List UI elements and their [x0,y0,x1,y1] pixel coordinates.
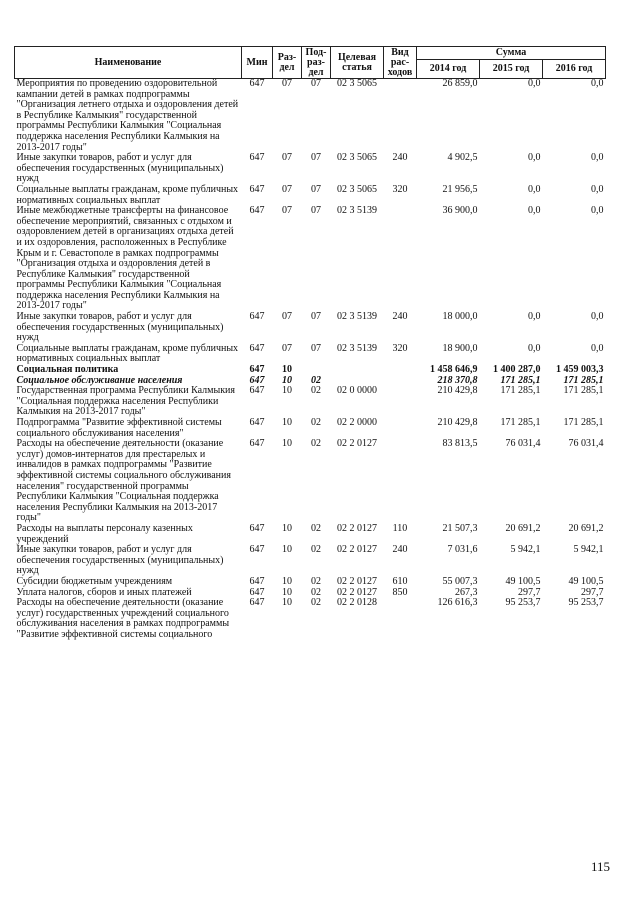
cell-rz: 10 [282,597,292,609]
cell-y2015: 0,0 [528,78,541,89]
cell-y2015: 0,0 [528,205,541,217]
cell-name: Расходы на обеспечение деятельности (оказание услуг) домов-интернатов для престарелых и инвалидов в рамках подпрограммы "Развитие эффективной системы социального обслуживания населения" государственной программы Республики Калмыкия "Социальная поддержка населения Республики Калмыкия на 2013-2017 годы" [16,438,231,524]
header-2014: 2014 год [417,60,480,79]
cell-y2014: 21 956,5 [442,183,478,195]
table-row [15,439,606,524]
cell-min: 647 [249,152,265,164]
cell-y2016: 0,0 [591,342,604,354]
page-number: 115 [591,859,611,874]
cell-vr [384,386,417,418]
cell-y2016: 49 100,5 [568,575,604,587]
cell-y2014: 1 458 646,9 [430,364,478,376]
cell-min: 647 [249,385,265,397]
cell-y2016: 20 691,2 [568,522,604,534]
cell-pr: 02 [311,597,321,609]
cell-cs: 02 3 5065 [337,78,377,89]
cell-name: Социальная политика [16,364,119,376]
cell-name: Государственная программа Республики Калмыкия "Социальная поддержка населения Республики Калмыкия на 2013-2017 годы" [16,385,236,418]
cell-y2015: 0,0 [528,183,541,195]
cell-pr: 02 [311,544,321,556]
cell-y2015: 171 285,1 [500,374,541,386]
header-razdel: Раз- дел [273,47,302,79]
cell-y2014: 55 007,3 [442,575,478,587]
table-row [15,344,606,365]
cell-y2014: 210 429,8 [437,385,478,397]
cell-y2015: 95 253,7 [505,597,541,609]
cell-y2015: 1 400 287,0 [493,364,541,376]
cell-min: 647 [249,417,265,428]
cell-name: Иные межбюджетные трансферты на финансовое обеспечение мероприятий, связанных с отдыхом и оздоровлением детей в организациях отдыха детей и их оздоровления, расположенных в Республике Крым и г. Севастополе в рамках подпрограммы "Организация отдыха и оздоровления детей в Республике Калмыкия" государственной программы Республики Калмыкия "Социальная поддержка населения Республики Калмыкия на 2013-2017 годы" [16,205,234,312]
cell-y2016: 76 031,4 [568,438,604,450]
cell-min: 647 [249,522,265,534]
budget-table [14,46,606,640]
cell-y2015: 0,0 [528,311,541,323]
header-podrazdel: Под- раз- дел [302,47,331,79]
header-vid: Вид рас- ходов [384,47,417,79]
cell-vr: 240 [392,544,408,556]
cell-cs: 02 3 5065 [337,152,377,164]
cell-min: 647 [249,575,265,587]
cell-cs: 02 2 0127 [337,522,377,534]
cell-name: Субсидии бюджетным учреждениям [16,575,173,587]
cell-y2016: 0,0 [591,78,604,89]
cell-cs: 02 2 0127 [337,575,377,587]
cell-min: 647 [249,183,265,195]
header-name: Наименование [15,47,242,79]
table-row [15,185,606,206]
cell-min: 647 [249,438,265,450]
cell-y2014: 21 507,3 [442,522,478,534]
cell-pr: 02 [311,417,321,428]
cell-vr [384,206,417,312]
cell-cs: 02 3 5065 [337,183,377,195]
cell-cs: 02 3 5139 [337,311,377,323]
cell-y2014: 126 616,3 [437,597,478,609]
cell-y2016: 171 285,1 [563,385,604,397]
cell-y2014: 4 902,5 [447,152,478,164]
cell-rz: 10 [282,417,292,428]
cell-pr: 02 [311,438,321,450]
cell-name: Иные закупки товаров, работ и услуг для обеспечения государственных (муниципальных) нужд [16,152,224,185]
cell-name: Расходы на выплаты персоналу казенных учреждений [16,522,193,545]
cell-rz: 07 [282,342,292,354]
header-min: Мин [242,47,273,79]
cell-name: Социальное обслуживание населения [16,374,183,386]
cell-cs [331,365,384,376]
cell-y2015: 20 691,2 [505,522,541,534]
cell-pr: 02 [311,522,321,534]
cell-name: Социальные выплаты гражданам, кроме публичных нормативных социальных выплат [16,342,239,365]
cell-vr: 240 [392,311,408,323]
cell-pr: 07 [311,205,321,217]
cell-y2015: 171 285,1 [500,417,541,428]
cell-min: 647 [249,78,265,89]
cell-y2014: 218 370,8 [437,374,478,386]
cell-rz: 07 [282,78,292,89]
table-row [15,386,606,418]
cell-y2016: 297,7 [581,586,604,598]
cell-pr: 07 [311,183,321,195]
table-row [15,79,606,154]
cell-vr [384,598,417,640]
table-row [15,524,606,545]
cell-y2015: 76 031,4 [505,438,541,450]
header-2015: 2015 год [480,60,543,79]
cell-rz: 10 [282,575,292,587]
cell-min: 647 [249,597,265,609]
cell-y2016: 95 253,7 [568,597,604,609]
cell-min: 647 [249,586,265,598]
cell-name: Иные закупки товаров, работ и услуг для обеспечения государственных (муниципальных) нужд [16,544,224,577]
cell-name: Мероприятия по проведению оздоровительной кампании детей в рамках подпрограммы "Организация летнего отдыха и оздоровления детей в Республике Калмыкия" государственной программы Республики Калмыкия "Социальная поддержка населения Республики Калмыкия на 2013-2017 годы" [16,78,239,153]
cell-vr: 610 [392,575,408,587]
cell-y2015: 5 942,1 [510,544,541,556]
table-row [15,598,606,640]
cell-pr: 02 [311,374,321,386]
cell-cs: 02 2 0127 [337,544,377,556]
cell-y2014: 26 859,0 [442,78,478,89]
cell-pr: 07 [311,152,321,164]
cell-cs: 02 2 0000 [337,417,377,428]
cell-name: Иные закупки товаров, работ и услуг для обеспечения государственных (муниципальных) нужд [16,311,224,344]
cell-vr: 320 [392,183,408,195]
cell-name: Подпрограмма "Развитие эффективной системы социального обслуживания населения" [16,417,222,439]
cell-min: 647 [249,544,265,556]
cell-cs: 02 2 0127 [337,586,377,598]
cell-cs: 02 2 0128 [337,597,377,609]
cell-rz: 10 [282,544,292,556]
cell-y2014: 18 000,0 [442,311,478,323]
cell-y2014: 267,3 [455,586,478,598]
cell-rz: 10 [282,522,292,534]
cell-cs: 02 3 5139 [337,342,377,354]
cell-rz: 10 [282,438,292,450]
cell-vr [384,79,417,154]
cell-rz: 10 [282,586,292,598]
cell-rz: 10 [282,374,292,386]
header-summa: Сумма [417,47,606,60]
cell-min: 647 [249,364,265,376]
cell-rz: 10 [282,364,292,376]
cell-rz: 07 [282,205,292,217]
cell-y2014: 18 900,0 [442,342,478,354]
cell-name: Расходы на обеспечение деятельности (оказание услуг) государственных учреждений социального обслуживания населения в рамках подпрограммы "Развитие эффективной системы социального [16,597,230,640]
cell-y2015: 49 100,5 [505,575,541,587]
cell-y2015: 0,0 [528,342,541,354]
header-2016: 2016 год [543,60,606,79]
cell-vr [384,418,417,439]
cell-min: 647 [249,374,265,386]
cell-y2016: 1 459 003,3 [556,364,604,376]
cell-vr: 240 [392,152,408,164]
cell-y2014: 210 429,8 [437,417,478,428]
cell-y2014: 83 813,5 [442,438,478,450]
cell-pr: 02 [311,385,321,397]
cell-min: 647 [249,342,265,354]
cell-rz: 07 [282,152,292,164]
cell-name: Уплата налогов, сборов и иных платежей [16,586,192,598]
cell-y2016: 0,0 [591,152,604,164]
cell-y2015: 0,0 [528,152,541,164]
cell-rz: 07 [282,183,292,195]
cell-vr: 110 [392,522,408,534]
cell-vr [384,376,417,387]
table-body [15,79,606,641]
cell-name: Социальные выплаты гражданам, кроме публичных нормативных социальных выплат [16,183,239,206]
table-row [15,312,606,344]
cell-cs: 02 3 5139 [337,205,377,217]
table-row [15,545,606,577]
cell-pr: 07 [311,311,321,323]
table-row [15,577,606,588]
cell-y2014: 36 900,0 [442,205,478,217]
header-statya: Целевая статья [331,47,384,79]
cell-vr: 320 [392,342,408,354]
cell-cs: 02 2 0127 [337,438,377,450]
cell-pr: 07 [311,78,321,89]
cell-pr: 02 [311,575,321,587]
cell-cs: 02 0 0000 [337,385,377,397]
cell-y2016: 0,0 [591,205,604,217]
cell-min: 647 [249,205,265,217]
cell-y2015: 171 285,1 [500,385,541,397]
cell-y2016: 171 285,1 [563,374,604,386]
cell-y2015: 297,7 [518,586,541,598]
cell-y2016: 0,0 [591,311,604,323]
cell-pr: 07 [311,342,321,354]
cell-y2014: 7 031,6 [447,544,478,556]
cell-y2016: 171 285,1 [563,417,604,428]
cell-rz: 07 [282,311,292,323]
table-row [15,206,606,312]
cell-vr [384,365,417,376]
cell-y2016: 5 942,1 [573,544,604,556]
table-row [15,153,606,185]
cell-y2016: 0,0 [591,183,604,195]
cell-pr: 02 [311,586,321,598]
table-row [15,418,606,439]
cell-vr [384,439,417,524]
cell-rz: 10 [282,385,292,397]
cell-vr: 850 [392,586,408,598]
cell-min: 647 [249,311,265,323]
